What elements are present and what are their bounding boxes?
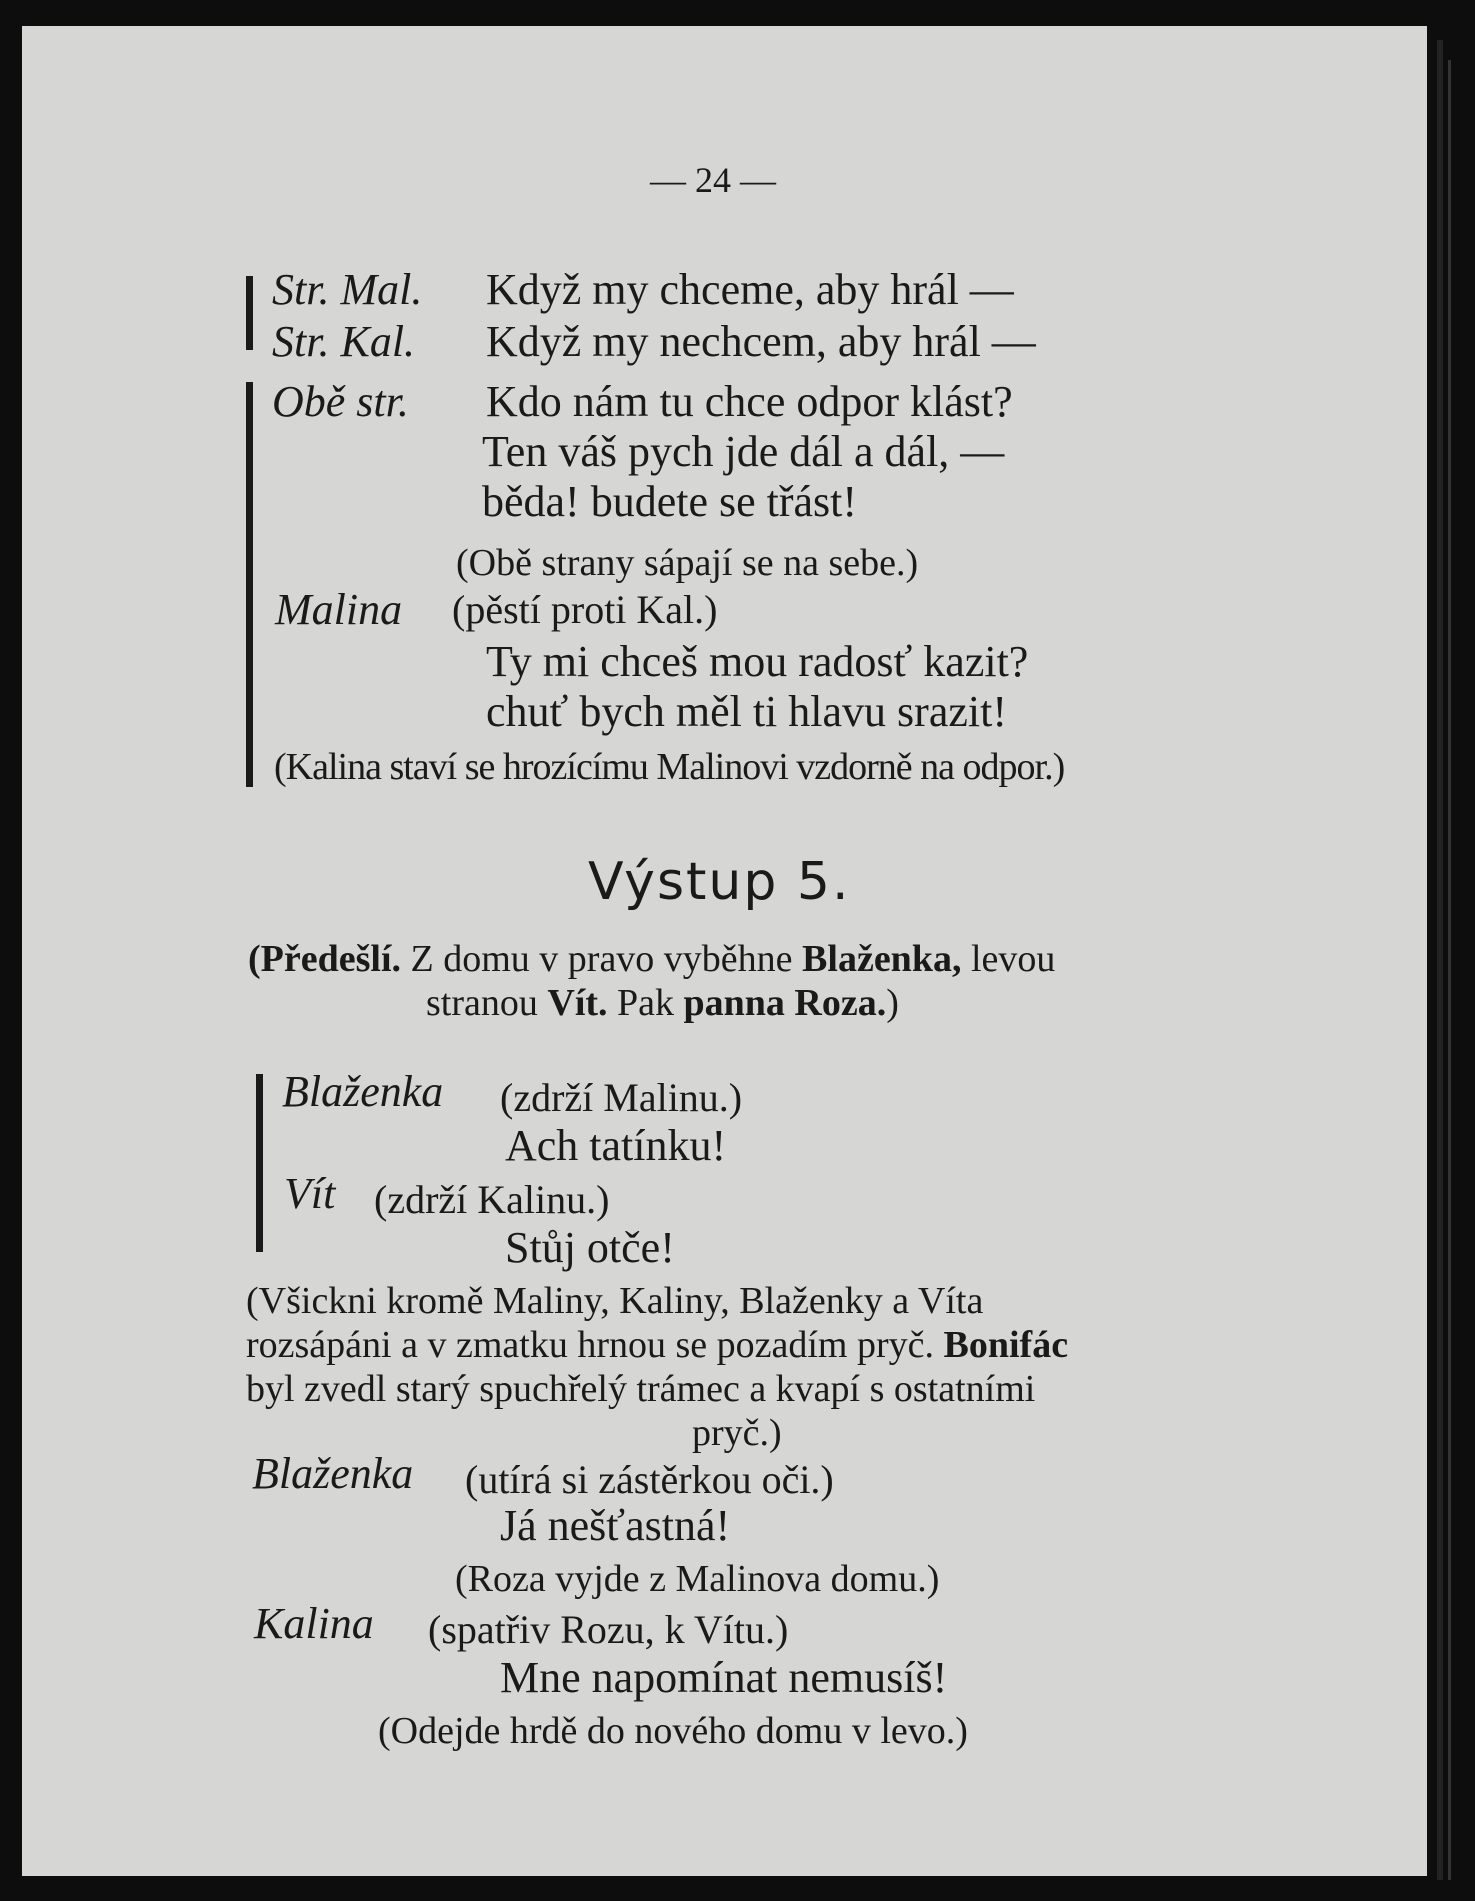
page-edge-rule xyxy=(1437,40,1443,1880)
speaker-label: Malina xyxy=(275,585,403,634)
scene-heading: Výstup 5. xyxy=(588,852,851,912)
intro-text: ) xyxy=(886,982,899,1024)
speaker-brace xyxy=(256,1074,263,1252)
stage-direction: (zdrží Malinu.) xyxy=(500,1075,743,1120)
character-name: Blaženka, xyxy=(802,938,962,980)
character-name: Bonifác xyxy=(943,1324,1069,1366)
stage-direction: byl zvedl starý spuchřelý trámec a kvapí s ostatními xyxy=(246,1368,1036,1410)
page-edge-rule xyxy=(1448,60,1451,1880)
stage-direction: (Roza vyjde z Malinova domu.) xyxy=(455,1558,940,1600)
stage-direction: (utírá si zástěrkou oči.) xyxy=(465,1457,834,1502)
verse-line: běda! budete se třást! xyxy=(482,477,858,526)
speaker-label: Str. Mal. xyxy=(272,265,423,314)
speaker-brace xyxy=(246,276,253,350)
verse-line: Ty mi chceš mou radosť kazit? xyxy=(486,637,1029,686)
verse-line: Já nešťastná! xyxy=(500,1501,731,1550)
speaker-label: Kalina xyxy=(254,1599,374,1648)
verse-line: Kdo nám tu chce odpor klást? xyxy=(486,377,1013,426)
verse-line: Ach tatínku! xyxy=(505,1121,727,1170)
scene-intro-line2 xyxy=(426,984,899,1022)
intro-text: (Předešlí. xyxy=(248,938,402,980)
speaker-label: Vít xyxy=(284,1169,336,1218)
speaker-label: Blaženka xyxy=(252,1449,414,1498)
character-name: panna Roza. xyxy=(683,982,887,1024)
speaker-label: Blaženka xyxy=(282,1067,444,1116)
speaker-label: Obě str. xyxy=(272,377,409,426)
speaker-label: Str. Kal. xyxy=(272,317,416,366)
verse-line: Mne napomínat nemusíš! xyxy=(500,1653,948,1702)
verse-line: Když my chceme, aby hrál — xyxy=(486,265,1014,314)
stage-direction: (spatřiv Rozu, k Vítu.) xyxy=(428,1607,789,1652)
intro-text: Pak xyxy=(607,982,684,1024)
page-number: — 24 — xyxy=(650,160,776,200)
verse-line: chuť bych měl ti hlavu srazit! xyxy=(486,687,1007,736)
intro-text: levou xyxy=(961,938,1056,980)
stage-direction: (Všickni kromě Maliny, Kaliny, Blaženky a Víta xyxy=(246,1280,984,1322)
stage-direction: (Kalina staví se hrozícímu Malinovi vzdorně na odpor.) xyxy=(274,746,1065,788)
verse-line: Ten váš pych jde dál a dál, — xyxy=(482,427,1005,476)
stage-direction: (Obě strany sápají se na sebe.) xyxy=(456,542,919,584)
verse-line: Stůj otče! xyxy=(505,1223,675,1272)
speaker-brace xyxy=(246,382,253,787)
stage-direction: (pěstí proti Kal.) xyxy=(452,587,718,632)
verse-line: Když my nechcem, aby hrál — xyxy=(486,317,1036,366)
intro-text: stranou xyxy=(426,982,548,1024)
stage-direction: pryč.) xyxy=(692,1412,782,1454)
intro-text: Z domu v pravo vyběhne xyxy=(401,938,803,980)
stage-direction: (zdrží Kalinu.) xyxy=(374,1177,610,1222)
stage-direction: (Odejde hrdě do nového domu v levo.) xyxy=(378,1710,968,1752)
scene-intro-line1 xyxy=(248,940,1055,978)
stage-direction xyxy=(246,1326,1068,1364)
direction-text: rozsápáni a v zmatku hrnou se pozadím pryč. xyxy=(246,1324,944,1366)
character-name: Vít. xyxy=(547,982,608,1024)
